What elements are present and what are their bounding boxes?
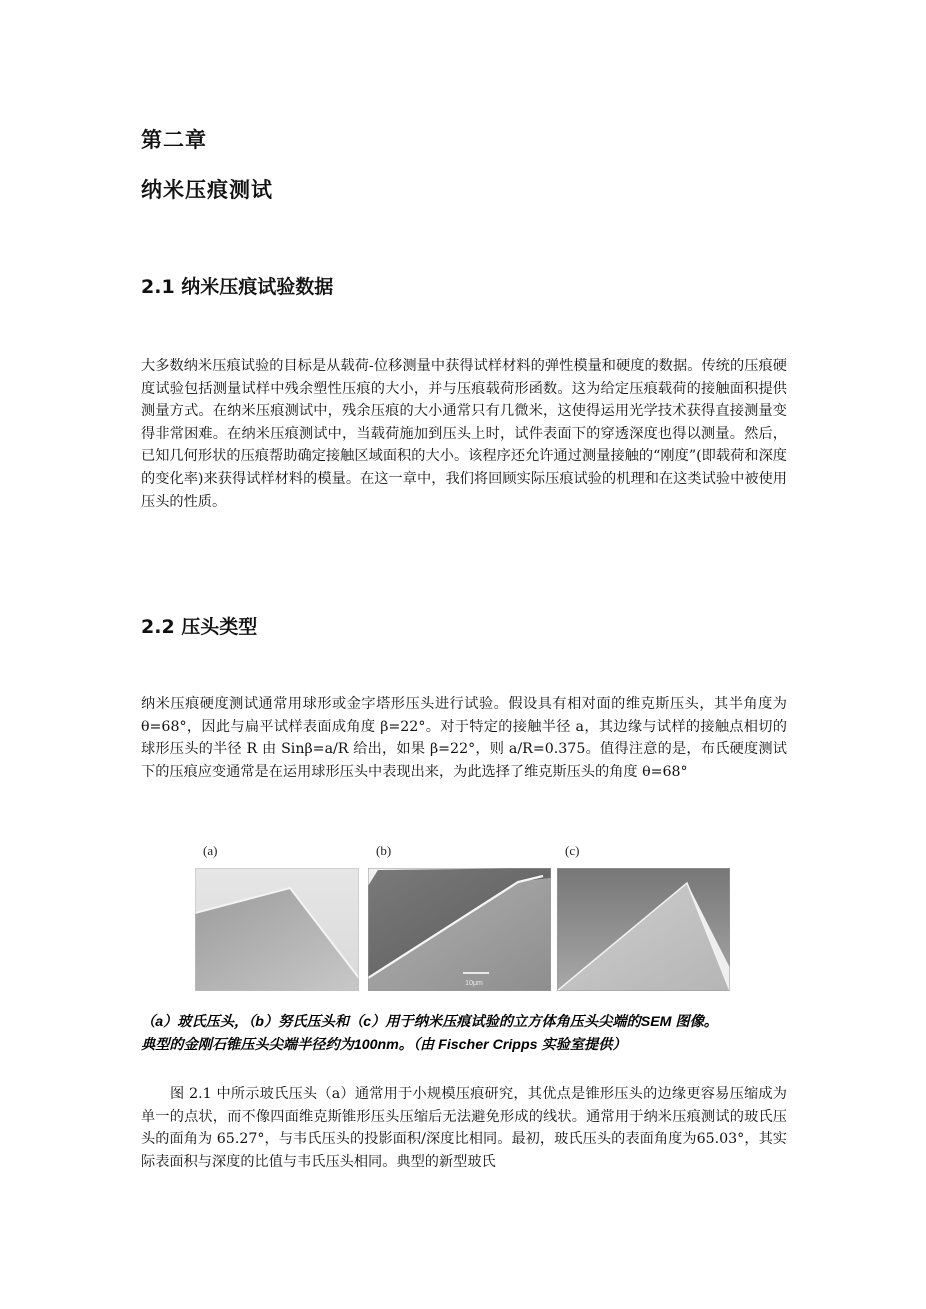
figure-panel-c [557, 843, 730, 991]
chapter-number: 第二章 [141, 128, 207, 152]
section-heading-2-2: 2.2 压头类型 [141, 616, 258, 638]
section-2-1-paragraph: 大多数纳米压痕试验的目标是从载荷-位移测量中获得试样材料的弹性模量和硬度的数据。传统的压痕硬度试验包括测量试样中残余塑性压痕的大小，并与压痕载荷形函数。这为给定压痕载荷的接触面积提供测量方式。在纳米压痕测试中，残余压痕的大小通常只有几微米，这使得运用光学技术获得直接测量变得非常困难。在纳米压痕测试中，当载荷施加到压头上时，试件表面下的穿透深度也得以测量。然后，已知几何形状的压痕帮助确定接触区域面积的大小。该程序还允许通过测量接触的“刚度”(即载荷和深度的变化率)来获得试样材料的模量。在这一章中，我们将回顾实际压痕试验的机理和在这类试验中被使用压头的性质。 [141, 358, 787, 510]
figure-panel-b [368, 843, 551, 991]
sem-image-knoop [368, 868, 551, 991]
closing-paragraph: 图 2.1 中所示玻氏压头（a）通常用于小规模压痕研究，其优点是锥形压头的边缘更容易压缩成为单一的点状，而不像四面维克斯锥形压头压缩后无法避免形成的线状。通常用于纳米压痕测试的玻氏压头的面角为 65.27°，与韦氏压头的投影面积/深度比相同。最初，玻氏压头的表面角度为65.03°，其实际表面积与深度的比值与韦氏压头相同。典型的新型玻氏 [141, 1086, 787, 1170]
figure-panel-a [195, 843, 359, 991]
panel-label-a: (a) [203, 843, 218, 858]
sem-image-berkovich [195, 868, 359, 991]
chapter-title: 纳米压痕测试 [141, 178, 273, 202]
section-2-2-paragraph: 纳米压痕硬度测试通常用球形或金字塔形压头进行试验。假设具有相对面的维克斯压头，其半角度为 θ=68°，因此与扁平试样表面成角度 β=22°。对于特定的接触半径 a，其边缘与试样的接触点相切的球形压头的半径 R 由 Sinβ=a/R 给出，如果 β=22°，则 a/R=0.375。值得注意的是，布氏硬度测试下的压痕应变通常是在运用球形压头中表现出来，为此选择了维克斯压头的角度 θ=68° [141, 696, 787, 780]
figure-caption [141, 1011, 801, 1057]
sem-figure [195, 843, 730, 991]
figure-caption-line-1: （a）玻氏压头，（b）努氏压头和（c）用于纳米压痕试验的立方体角压头尖端的SEM 图像。 [141, 1014, 718, 1030]
section-heading-2-1: 2.1 纳米压痕试验数据 [141, 276, 334, 298]
scale-bar-label: 10μm [465, 980, 483, 987]
panel-label-b: (b) [376, 843, 392, 858]
sem-image-cube-corner [557, 868, 730, 991]
figure-caption-line-2: 典型的金刚石锥压头尖端半径约为100nm。（由 Fischer Cripps 实验室提供） [141, 1037, 627, 1053]
panel-label-c: (c) [565, 843, 580, 858]
